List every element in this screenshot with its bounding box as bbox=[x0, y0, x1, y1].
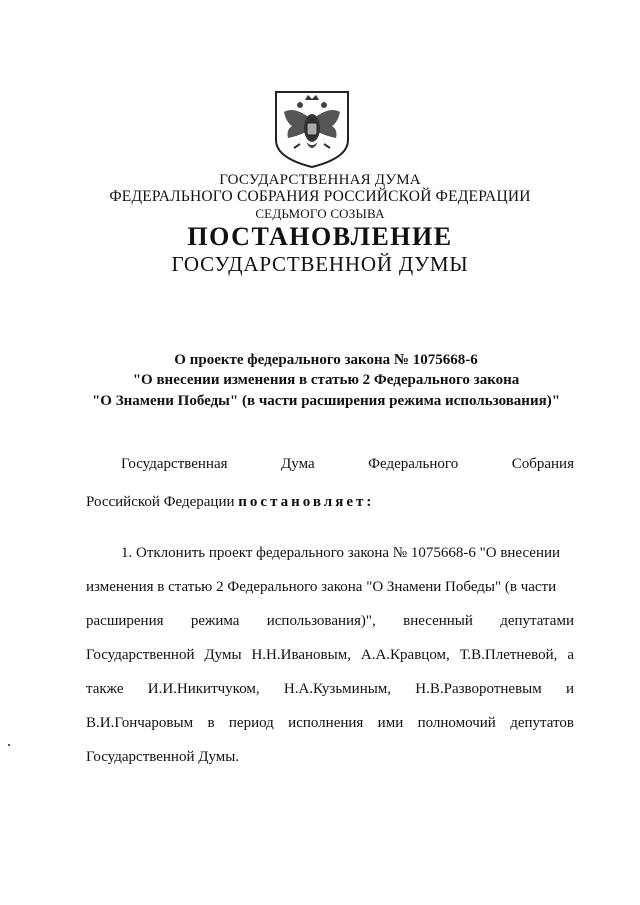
preamble-line-2 bbox=[86, 493, 574, 512]
subject-line-2: "О внесении изменения в статью 2 Федерального закона bbox=[132, 372, 520, 388]
scan-speck bbox=[8, 744, 10, 746]
word: Думы bbox=[204, 647, 242, 663]
item1-line-7: Государственной Думы. bbox=[86, 749, 240, 765]
word: А.А.Кравцом, bbox=[360, 647, 450, 663]
preamble-word: Государственная bbox=[121, 456, 228, 472]
document-title: ПОСТАНОВЛЕНИЕ bbox=[187, 222, 453, 251]
word: в bbox=[207, 715, 215, 731]
item1-line-1: 1. Отклонить проект федерального закона № 1075668-6 "О внесении bbox=[121, 545, 561, 561]
preamble-word: Федерального bbox=[368, 456, 459, 472]
word: использования)", bbox=[266, 613, 376, 629]
word: Н.А.Кузьминым, bbox=[283, 681, 392, 697]
word: период bbox=[228, 715, 274, 731]
word: внесенный bbox=[403, 613, 473, 629]
item1-line-2: изменения в статью 2 Федерального закона "О Знамени Победы" (в части bbox=[86, 579, 557, 595]
word: исполнения bbox=[288, 715, 364, 731]
word: Н.Н.Ивановым, bbox=[251, 647, 351, 663]
russian-coat-of-arms-icon bbox=[272, 88, 352, 170]
coat-of-arms-emblem bbox=[272, 88, 352, 170]
item1-line-4 bbox=[86, 646, 574, 665]
preamble-word: Собрания bbox=[511, 456, 574, 472]
subject-line-3: "О Знамени Победы" (в части расширения режима использования)" bbox=[91, 393, 561, 409]
preamble-prefix: Российской Федерации bbox=[86, 494, 239, 510]
word: режима bbox=[190, 613, 240, 629]
word: Государственной bbox=[86, 647, 195, 663]
item1-line-5 bbox=[86, 680, 574, 699]
item1-line-3 bbox=[86, 612, 574, 631]
word: и bbox=[565, 681, 574, 697]
word: ими bbox=[377, 715, 404, 731]
word: расширения bbox=[86, 613, 164, 629]
subject-line-1: О проекте федерального закона № 1075668-6 bbox=[174, 352, 478, 368]
word: депутатов bbox=[510, 715, 574, 731]
word: депутатами bbox=[500, 613, 574, 629]
decree-word: постановляет: bbox=[238, 494, 375, 510]
word: Н.В.Разворотневым bbox=[415, 681, 542, 697]
word: также bbox=[86, 681, 124, 697]
header-line-3: СЕДЬМОГО СОЗЫВА bbox=[255, 206, 385, 221]
word: И.И.Никитчуком, bbox=[147, 681, 260, 697]
item1-line-6 bbox=[86, 714, 574, 733]
document-subtitle: ГОСУДАРСТВЕННОЙ ДУМЫ bbox=[171, 252, 469, 276]
word: В.И.Гончаровым bbox=[86, 715, 194, 731]
header-line-2: ФЕДЕРАЛЬНОГО СОБРАНИЯ РОССИЙСКОЙ ФЕДЕРАЦИИ bbox=[109, 188, 531, 205]
header-line-1: ГОСУДАРСТВЕННАЯ ДУМА bbox=[219, 172, 421, 188]
preamble-word: Дума bbox=[281, 456, 315, 472]
word: Т.В.Плетневой, bbox=[459, 647, 558, 663]
word: полномочий bbox=[417, 715, 496, 731]
word: а bbox=[567, 647, 574, 663]
preamble-line-1 bbox=[121, 455, 574, 474]
